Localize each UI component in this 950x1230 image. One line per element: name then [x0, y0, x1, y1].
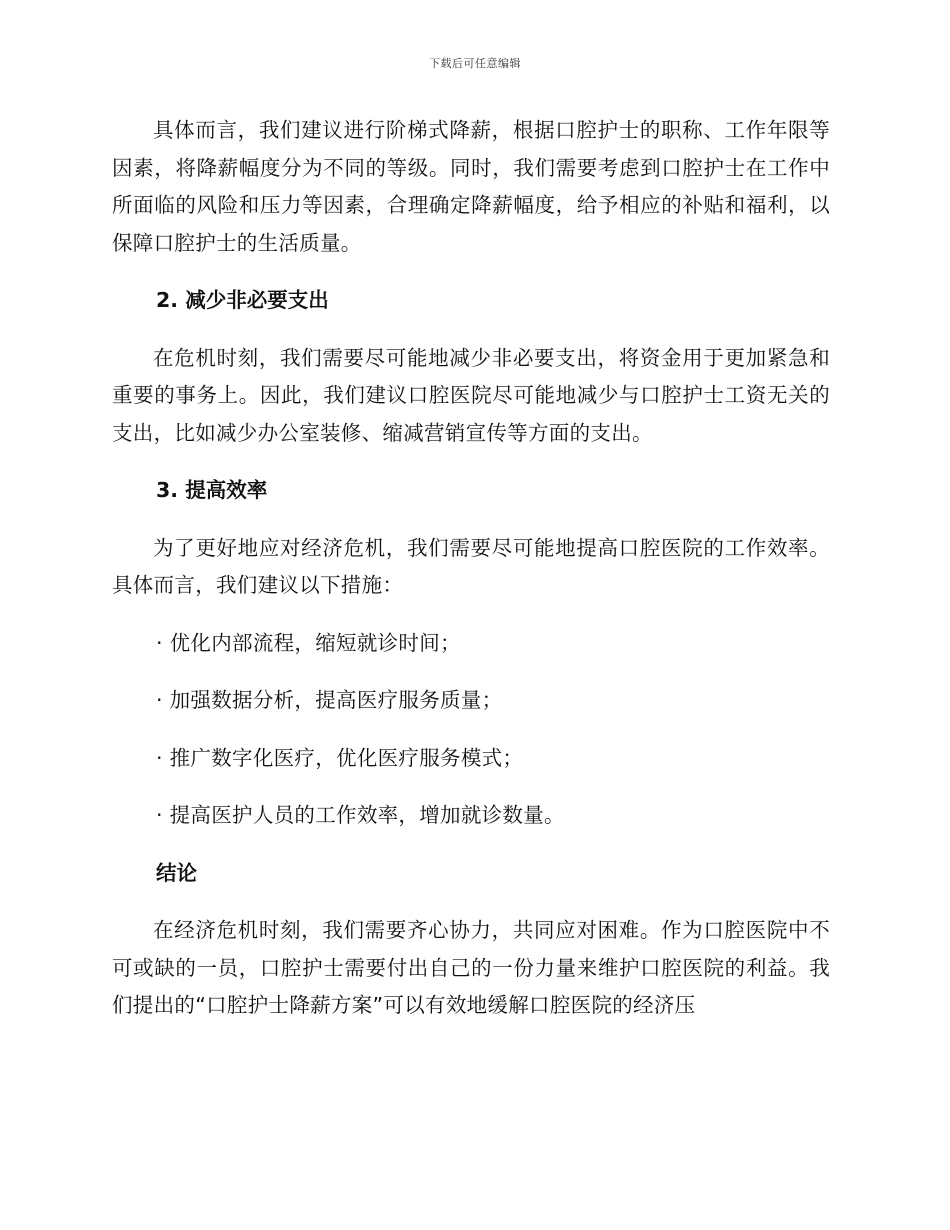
list-item: · 加强数据分析，提高医疗服务质量；	[156, 688, 503, 712]
paragraph-salary-tiers: 具体而言，我们建议进行阶梯式降薪，根据口腔护士的职称、工作年限等因素，将降薪幅度分为不同的等级。同时，我们需要考虑到口腔护士在工作中所面临的风险和压力等因素，合理确定降薪幅度，给予相应的补贴和福利，以保障口腔护士的生活质量。	[112, 118, 830, 255]
paragraph-improve-efficiency: 为了更好地应对经济危机，我们需要尽可能地提高口腔医院的工作效率。具体而言，我们建议以下措施：	[112, 535, 830, 597]
section-heading-reduce-spending: 2. 减少非必要支出	[156, 288, 329, 312]
header-note: 下载后可任意编辑	[429, 57, 521, 70]
section-heading-conclusion: 结论	[156, 860, 197, 885]
document-body	[112, 112, 830, 1025]
paragraph-reduce-spending: 在危机时刻，我们需要尽可能地减少非必要支出，将资金用于更加紧急和重要的事务上。因此，我们建议口腔医院尽可能地减少与口腔护士工资无关的支出，比如减少办公室装修、缩减营销宣传等方面的支出。	[112, 345, 830, 445]
section-heading-improve-efficiency: 3. 提高效率	[156, 478, 268, 502]
list-item: · 推广数字化医疗，优化医疗服务模式；	[156, 745, 524, 770]
paragraph-conclusion: 在经济危机时刻，我们需要齐心协力，共同应对困难。作为口腔医院中不可或缺的一员，口腔护士需要付出自己的一份力量来维护口腔医院的利益。我们提出的“口腔护士降薪方案”可以有效地缓解口腔医院的经济压	[112, 918, 830, 1017]
list-item: · 优化内部流程，缩短就诊时间；	[156, 630, 461, 655]
list-item: · 提高医护人员的工作效率，增加就诊数量。	[156, 803, 565, 827]
